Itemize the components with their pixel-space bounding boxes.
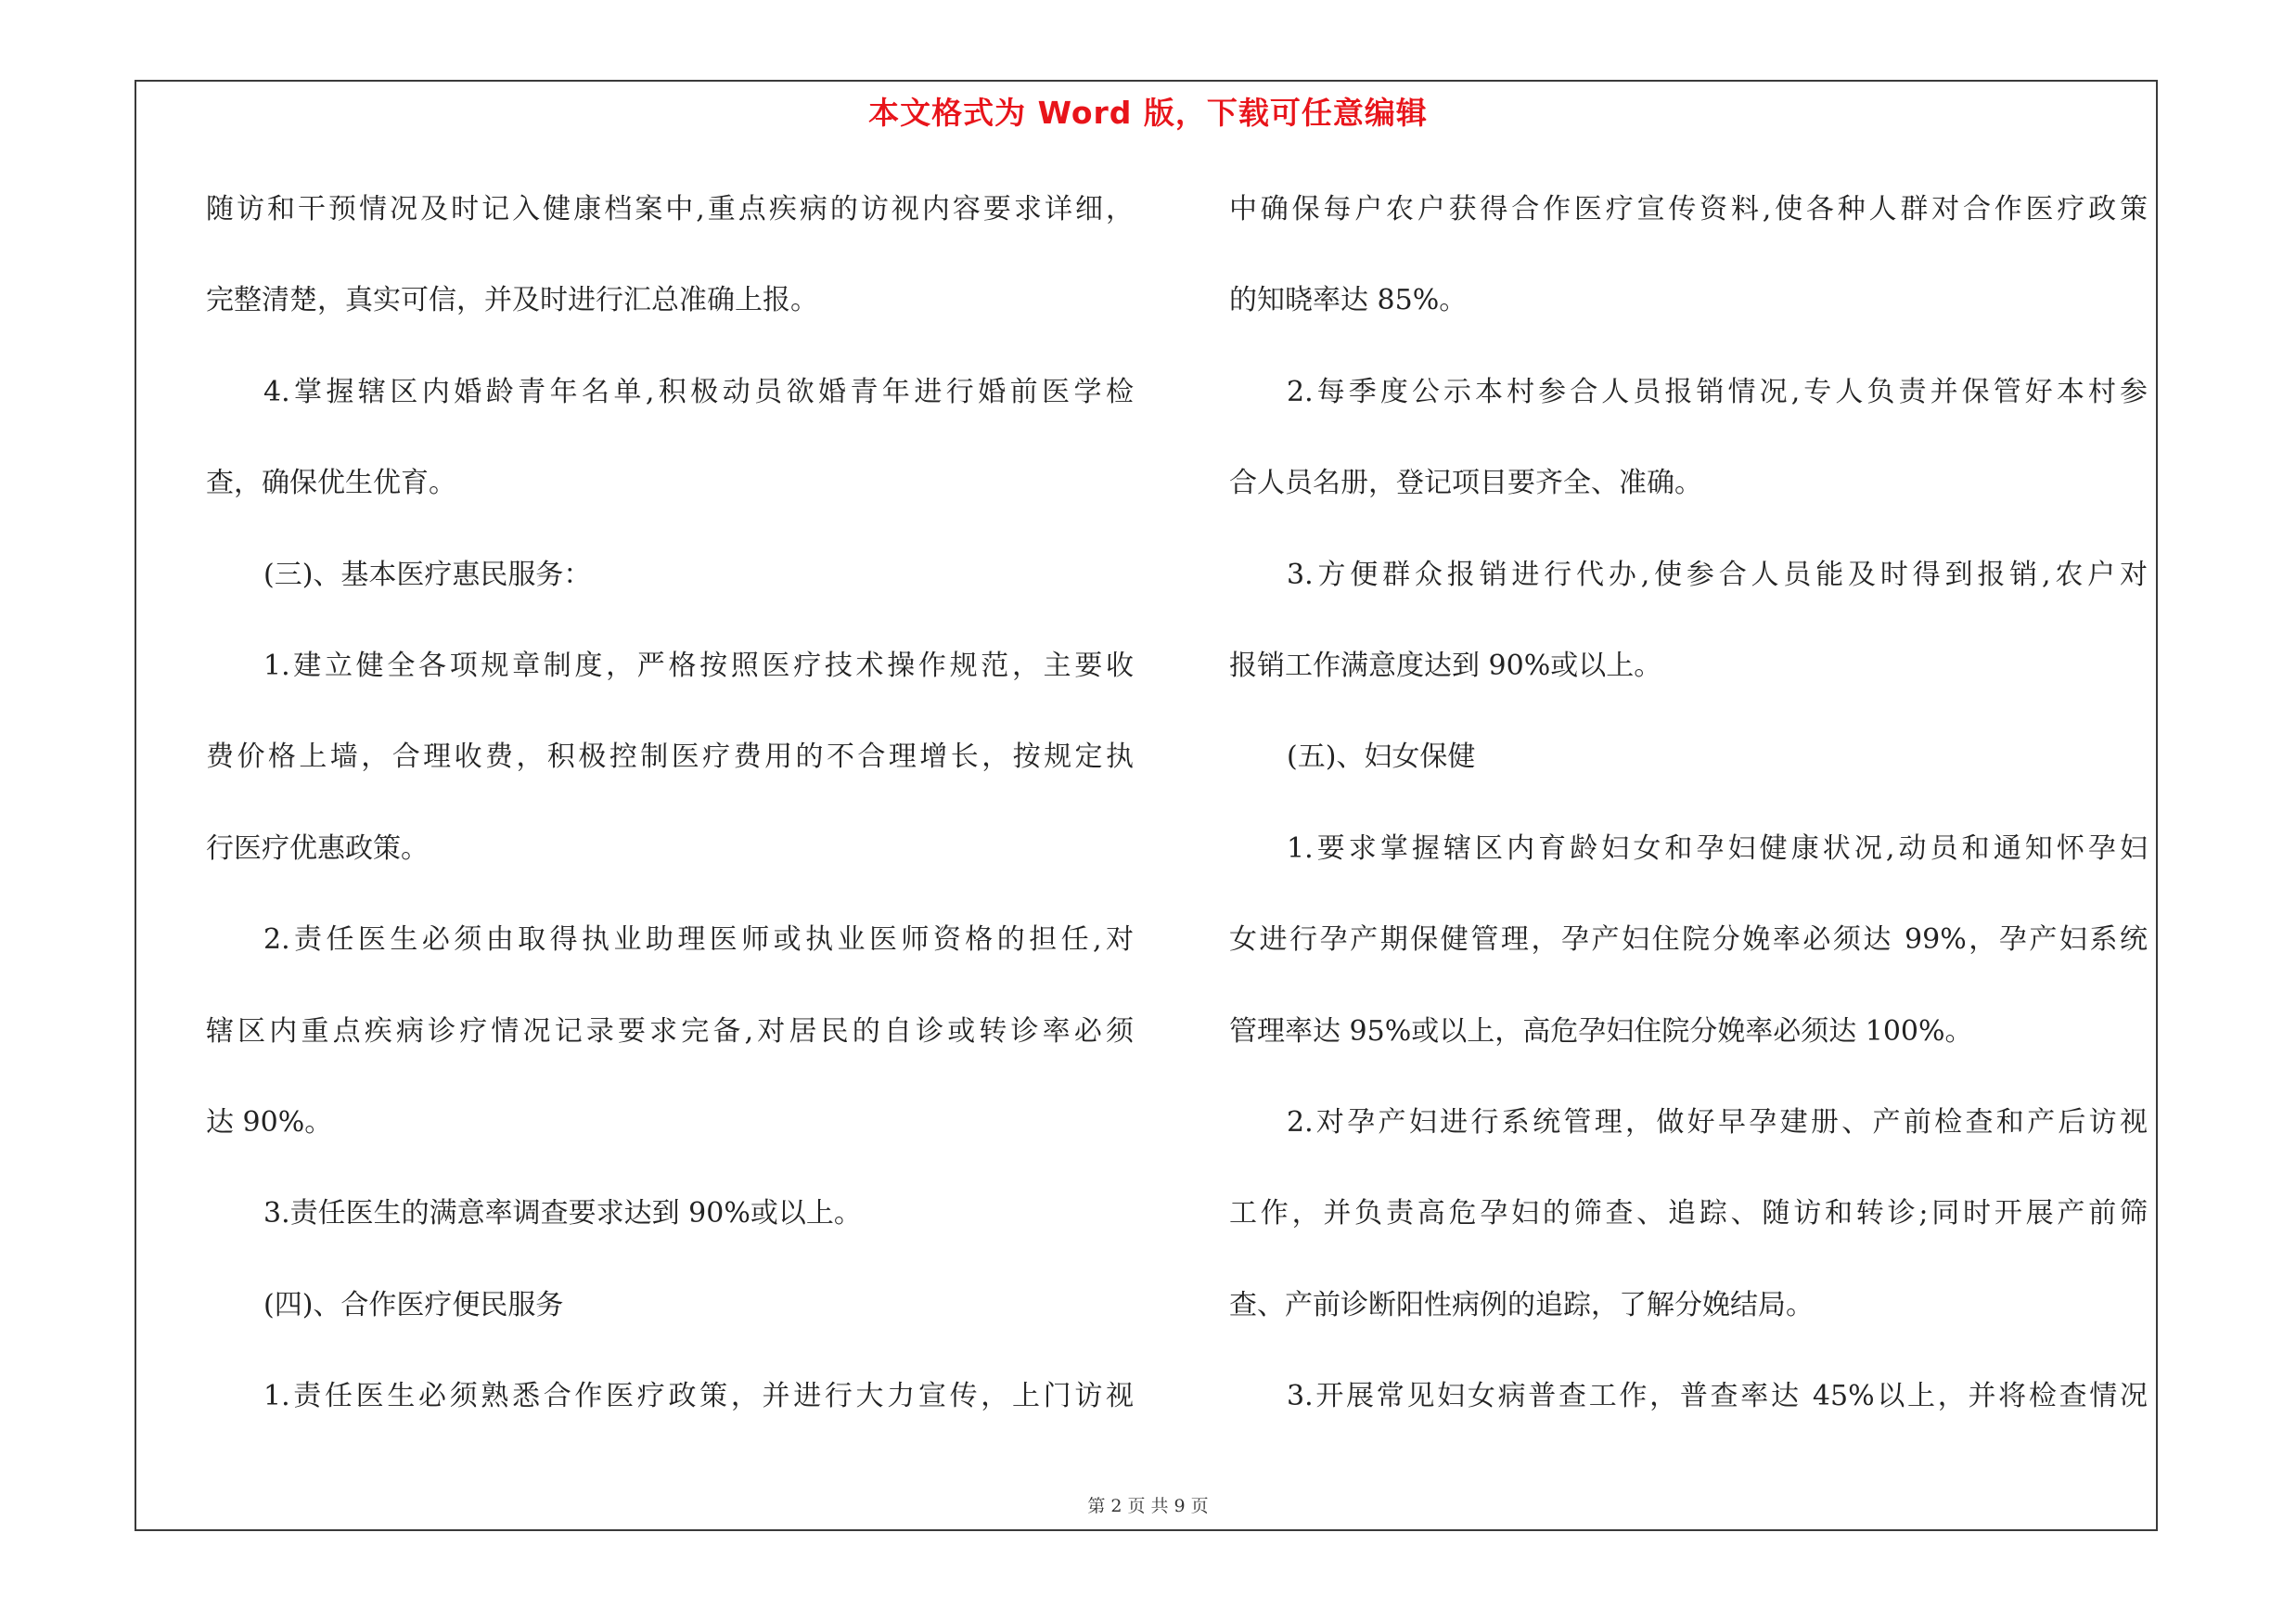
text-line: 达 90%。 — [206, 1105, 333, 1139]
text-line: 女进行孕产期保健管理，孕产妇住院分娩率必须达 99%，孕产妇系统 — [1229, 923, 2148, 957]
text-line: 3.责任医生的满意率调查要求达到 90%或以上。 — [263, 1197, 862, 1230]
text-line: 1.要求掌握辖区内育龄妇女和孕妇健康状况,动员和通知怀孕妇 — [1287, 831, 2148, 865]
text-line: 完整清楚，真实可信，并及时进行汇总准确上报。 — [206, 284, 818, 317]
text-line: 报销工作满意度达到 90%或以上。 — [1229, 649, 1662, 682]
left-column — [206, 182, 1134, 1460]
page-number-footer: 第 2 页 共 9 页 — [1087, 1496, 1209, 1516]
text-line: 2.对孕产妇进行系统管理，做好早孕建册、产前检查和产后访视 — [1287, 1105, 2148, 1139]
text-line: 辖区内重点疾病诊疗情况记录要求完备,对居民的自诊或转诊率必须 — [206, 1014, 1134, 1048]
text-line: 1.责任医生必须熟悉合作医疗政策，并进行大力宣传，上门访视 — [263, 1380, 1134, 1413]
section-heading: (五)、妇女保健 — [1287, 741, 1476, 774]
text-line: 的知晓率达 85%。 — [1229, 284, 1468, 317]
section-heading: (三)、基本医疗惠民服务： — [263, 558, 592, 591]
text-line: 随访和干预情况及时记入健康档案中,重点疾病的访视内容要求详细， — [206, 193, 1134, 225]
text-line: 中确保每户农户获得合作医疗宣传资料,使各种人群对合作医疗政策 — [1229, 193, 2148, 225]
text-line: 行医疗优惠政策。 — [206, 831, 429, 865]
text-line: 查，确保优生优育。 — [206, 467, 456, 500]
text-line: 合人员名册，登记项目要齐全、准确。 — [1229, 467, 1702, 500]
text-line: 费价格上墙，合理收费，积极控制医疗费用的不合理增长，按规定执 — [206, 741, 1134, 774]
text-line: 3.方便群众报销进行代办,使参合人员能及时得到报销,农户对 — [1287, 558, 2148, 591]
text-line: 3.开展常见妇女病普查工作，普查率达 45%以上，并将检查情况 — [1287, 1380, 2148, 1413]
format-banner: 本文格式为 Word 版，下载可任意编辑 — [868, 95, 1428, 131]
right-column — [1229, 182, 2148, 1460]
text-line: 1.建立健全各项规章制度，严格按照医疗技术操作规范，主要收 — [263, 649, 1134, 682]
text-line: 查、产前诊断阳性病例的追踪，了解分娩结局。 — [1229, 1288, 1814, 1321]
section-heading: (四)、合作医疗便民服务 — [263, 1288, 564, 1321]
text-line: 工作，并负责高危孕妇的筛查、追踪、随访和转诊;同时开展产前筛 — [1229, 1197, 2148, 1230]
text-line: 4.掌握辖区内婚龄青年名单,积极动员欲婚青年进行婚前医学检 — [263, 375, 1134, 408]
text-line: 管理率达 95%或以上，高危孕妇住院分娩率必须达 100%。 — [1229, 1014, 1973, 1048]
text-line: 2.每季度公示本村参合人员报销情况,专人负责并保管好本村参 — [1287, 375, 2148, 408]
text-line: 2.责任医生必须由取得执业助理医师或执业医师资格的担任,对 — [263, 923, 1134, 957]
